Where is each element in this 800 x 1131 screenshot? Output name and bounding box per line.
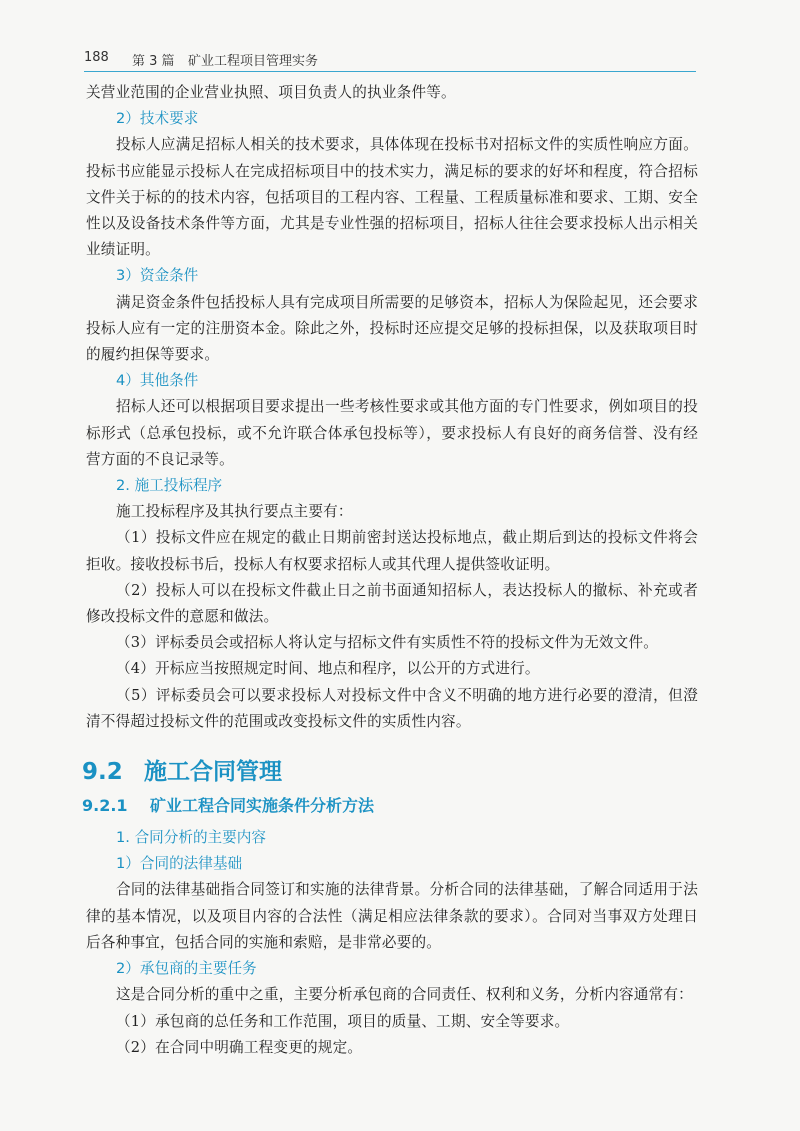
- subsection-title: 矿业工程合同实施条件分析方法: [150, 796, 375, 816]
- page-number: 188: [84, 50, 109, 65]
- paragraph-technical-requirements: 投标人应满足招标人相关的技术要求，具体体现在投标书对招标文件的实质性响应方面。投标书应能显示投标人在完成招标项目中的技术实力，满足标的要求的好坏和程度，符合招标文件关于标的的技术内容，包括项目的工程内容、工程量、工程质量标准和要求、工期、安全性以及设备技术条件等方面，尤其是专业性强的招标项目，招标人往往会要求投标人出示相关业绩证明。: [86, 136, 698, 259]
- heading-contract-analysis: 1. 合同分析的主要内容: [116, 829, 266, 847]
- section-title: 施工合同管理: [144, 759, 282, 786]
- section-heading: [82, 757, 698, 787]
- section-number: 9.2: [82, 759, 123, 786]
- header-rule: [84, 71, 696, 72]
- paragraph-procedure-intro: 施工投标程序及其执行要点主要有：: [116, 503, 353, 521]
- procedure-item-5: （5）评标委员会可以要求投标人对投标文件中含义不明确的地方进行必要的澄清，但澄清不得超过投标文件的范围或改变投标文件的实质性内容。: [86, 686, 698, 730]
- heading-bidding-procedure: 2. 施工投标程序: [116, 477, 223, 495]
- paragraph-continuation: 关营业范围的企业营业执照、项目负责人的执业条件等。: [86, 84, 456, 101]
- heading-funding-conditions: 3）资金条件: [116, 267, 199, 285]
- procedure-item-2: （2）投标人可以在投标文件截止日之前书面通知招标人，表达投标人的撤标、补充或者修改投标文件的意愿和做法。: [86, 581, 698, 626]
- heading-contractor-tasks: 2）承包商的主要任务: [116, 960, 257, 978]
- procedure-item-1: （1）投标文件应在规定的截止日期前密封送达投标地点，截止期后到达的投标文件将会拒收。接收投标书后，投标人有权要求招标人或其代理人提供签收证明。: [86, 529, 698, 573]
- paragraph-funding-conditions: 满足资金条件包括投标人具有完成项目所需要的足够资本，招标人为保险起见，还会要求投标人应有一定的注册资本金。除此之外，投标时还应提交足够的投标担保，以及获取项目时的履约担保等要求。: [86, 293, 698, 364]
- procedure-item-4: （4）开标应当按照规定时间、地点和程序，以公开的方式进行。: [116, 660, 540, 678]
- page-body: [82, 80, 698, 1061]
- paragraph-legal-basis: 合同的法律基础指合同签订和实施的法律背景。分析合同的法律基础，了解合同适用于法律的基本情况，以及项目内容的合法性（满足相应法律条款的要求）。合同对当事双方处理日后各种事宜，包括合同的实施和索赔，是非常必要的。: [86, 881, 698, 951]
- subsection-heading: [82, 793, 698, 819]
- paragraph-contractor-tasks: 这是合同分析的重中之重，主要分析承包商的合同责任、权利和义务，分析内容通常有：: [116, 986, 693, 1004]
- heading-other-conditions: 4）其他条件: [116, 372, 199, 390]
- procedure-item-3: （3）评标委员会或招标人将认定与招标文件有实质性不符的投标文件为无效文件。: [116, 634, 659, 652]
- part-label: 第 3 篇: [132, 54, 175, 69]
- running-header: [84, 46, 696, 72]
- book-title: 矿业工程项目管理实务: [188, 54, 319, 69]
- subsection-number: 9.2.1: [82, 796, 128, 816]
- task-item-2: （2）在合同中明确工程变更的规定。: [116, 1038, 363, 1056]
- heading-technical-requirements: 2）技术要求: [116, 110, 199, 128]
- paragraph-other-conditions: 招标人还可以根据项目要求提出一些考核性要求或其他方面的专门性要求，例如项目的投标形式（总承包投标，或不允许联合体承包投标等），要求投标人有良好的商务信誉、没有经营方面的不良记录等。: [86, 398, 698, 468]
- task-item-1: （1）承包商的总任务和工作范围，项目的质量、工期、安全等要求。: [116, 1012, 570, 1030]
- heading-legal-basis: 1）合同的法律基础: [116, 855, 243, 873]
